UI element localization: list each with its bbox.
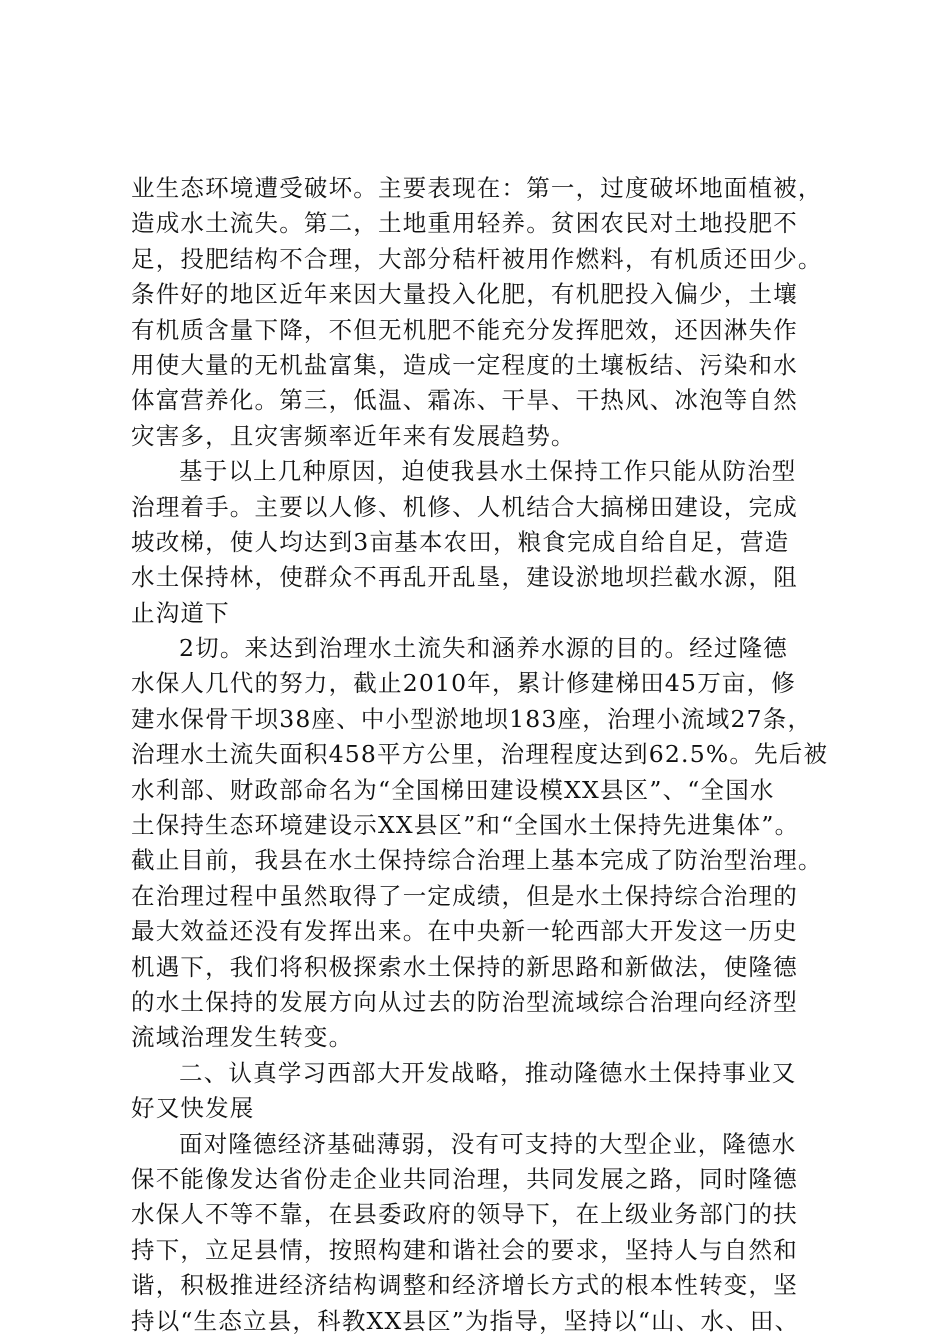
text-line: 足，投肥结构不合理，大部分秸杆被用作燃料，有机质还田少。 — [131, 244, 823, 273]
text-line: 造成水土流失。第二，土地重用轻养。贫困农民对土地投肥不 — [131, 209, 798, 238]
text-line: 面对隆德经济基础薄弱，没有可支持的大型企业，隆德水 — [179, 1129, 797, 1158]
text-line: 持下，立足县情，按照构建和谐社会的要求，坚持人与自然和 — [131, 1235, 798, 1264]
text-line: 治理水土流失面积458平方公里，治理程度达到62.5%。先后被 — [131, 740, 829, 769]
text-line: 业生态环境遭受破坏。主要表现在：第一，过度破坏地面植被， — [131, 174, 823, 202]
text-line: 好又快发展 — [131, 1094, 255, 1123]
text-line: 体富营养化。第三，低温、霜冻、干旱、干热风、冰泡等自然 — [131, 386, 798, 415]
text-line: 的水土保持的发展方向从过去的防治型流域综合治理向经济型 — [131, 987, 798, 1016]
text-line: 保不能像发达省份走企业共同治理，共同发展之路，同时隆德 — [131, 1164, 798, 1193]
text-line: 用使大量的无机盐富集，造成一定程度的土壤板结、污染和水 — [131, 350, 798, 379]
text-line: 止沟道下 — [131, 598, 230, 627]
document-body — [131, 171, 831, 1339]
text-line: 谐，积极推进经济结构调整和经济增长方式的根本性转变，坚 — [131, 1271, 798, 1300]
text-line: 建水保骨干坝38座、中小型淤地坝183座，治理小流域27条， — [131, 704, 813, 733]
text-line: 持以“生态立县，科教XX县区”为指导，坚持以“山、水、田、 — [131, 1306, 800, 1335]
text-line: 水保人不等不靠，在县委政府的领导下，在上级业务部门的扶 — [131, 1200, 798, 1229]
text-line: 2切。来达到治理水土流失和涵养水源的目的。经过隆德 — [179, 634, 788, 663]
text-line: 二、认真学习西部大开发战略，推动隆德水土保持事业又 — [179, 1058, 797, 1087]
text-line: 土保持生态环境建设示XX县区”和“全国水土保持先进集体”。 — [131, 811, 800, 840]
text-line: 水保人几代的努力，截止2010年，累计修建梯田45万亩，修 — [131, 669, 797, 698]
text-line: 基于以上几种原因，迫使我县水土保持工作只能从防治型 — [179, 457, 797, 486]
text-line: 机遇下，我们将积极探索水土保持的新思路和新做法，使隆德 — [131, 952, 798, 981]
text-line: 坡改梯，使人均达到3亩基本农田，粮食完成自给自足，营造 — [131, 527, 790, 556]
text-line: 水土保持林，使群众不再乱开乱垦，建设淤地坝拦截水源，阻 — [131, 563, 798, 592]
text-line: 流域治理发生转变。 — [131, 1023, 354, 1052]
text-line: 有机质含量下降，不但无机肥不能充分发挥肥效，还因淋失作 — [131, 315, 798, 344]
text-line: 治理着手。主要以人修、机修、人机结合大搞梯田建设，完成 — [131, 492, 798, 521]
text-line: 灾害多，且灾害频率近年来有发展趋势。 — [131, 421, 576, 450]
text-line: 水利部、财政部命名为“全国梯田建设模XX县区”、“全国水 — [131, 775, 775, 804]
text-line: 条件好的地区近年来因大量投入化肥，有机肥投入偏少，土壤 — [131, 280, 798, 309]
text-line: 在治理过程中虽然取得了一定成绩，但是水土保持综合治理的 — [131, 881, 798, 910]
text-line: 截止目前，我县在水土保持综合治理上基本完成了防治型治理。 — [131, 846, 823, 875]
text-line: 最大效益还没有发挥出来。在中央新一轮西部大开发这一历史 — [131, 917, 798, 946]
